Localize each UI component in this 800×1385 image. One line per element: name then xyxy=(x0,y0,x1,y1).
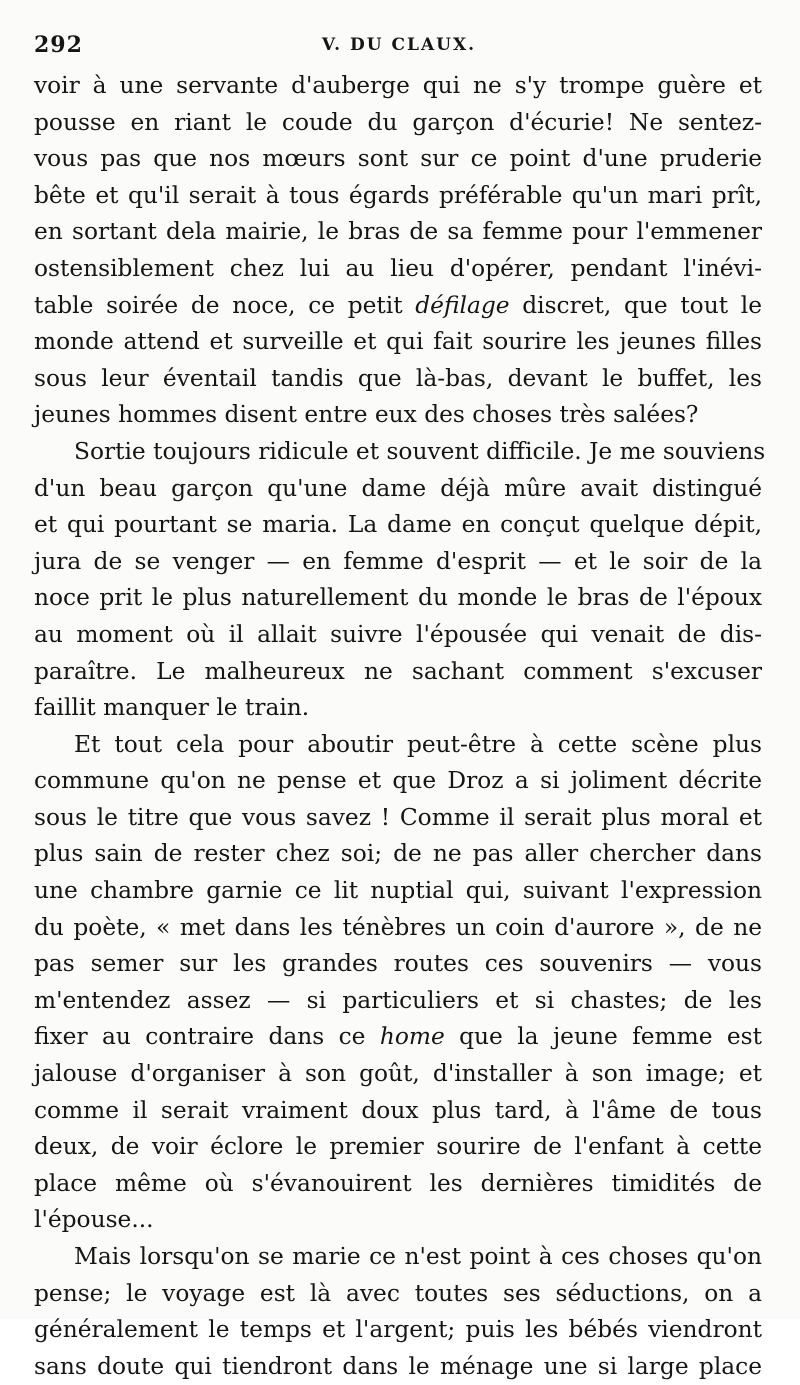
text-line: Mais lorsqu'on se marie ce n'est point à ces choses qu'on xyxy=(74,1243,762,1270)
text-line: place même où s'évanouirent les dernières timidités de xyxy=(34,1169,762,1197)
italic-word: défilage xyxy=(415,291,510,319)
text-line: en sortant dela mairie, le bras de sa femme pour l'emmener xyxy=(34,218,762,246)
text-line: m'entendez assez — si particuliers et si chastes; de les xyxy=(34,986,762,1014)
text-line: jalouse d'organiser à son goût, d'installer à son image; et xyxy=(34,1060,762,1088)
text-line: généralement le temps et l'argent; puis les bébés viendront xyxy=(34,1316,762,1344)
italic-word: home xyxy=(379,1023,445,1051)
text-line: voir à une servante d'auberge qui ne s'y trompe guère et xyxy=(34,72,762,99)
text-line: pas semer sur les grandes routes ces souvenirs — vous xyxy=(34,950,762,978)
text-line: l'épouse... xyxy=(34,1206,154,1234)
text-line: d'un beau garçon qu'une dame déjà mûre avait distingué xyxy=(34,474,762,502)
text-line: et qui pourtant se maria. La dame en conçut quelque dépit, xyxy=(34,511,762,539)
text-line: jeunes hommes disent entre eux des choses très salées? xyxy=(34,401,699,429)
text-segment: discret, que tout le xyxy=(509,291,762,319)
text-line: plus sain de rester chez soi; de ne pas aller chercher dans xyxy=(34,840,762,868)
text-line: pousse en riant le coude du garçon d'écurie! Ne sentez- xyxy=(34,108,762,136)
page-number: 292 xyxy=(34,32,83,58)
text-line: pense; le voyage est là avec toutes ses séductions, on a xyxy=(34,1279,762,1307)
text-line: faillit manquer le train. xyxy=(34,694,310,722)
text-line: jura de se venger — en femme d'esprit — et le soir de la xyxy=(34,547,762,575)
text-line: du poète, « met dans les ténèbres un coin d'aurore », de ne xyxy=(34,913,762,941)
body-text xyxy=(34,68,766,1385)
text-segment: table soirée de noce, ce petit xyxy=(34,291,403,319)
text-line xyxy=(34,288,762,325)
text-line: sous le titre que vous savez ! Comme il serait plus moral et xyxy=(34,803,762,831)
text-line: une chambre garnie ce lit nuptial qui, suivant l'expression xyxy=(34,877,762,905)
text-line: deux, de voir éclore le premier sourire de l'enfant à cette xyxy=(34,1133,762,1161)
text-line xyxy=(34,1019,762,1056)
text-line: comme il serait vraiment doux plus tard, à l'âme de tous xyxy=(34,1096,762,1124)
text-line: sous leur éventail tandis que là-bas, devant le buffet, les xyxy=(34,364,762,392)
text-line: commune qu'on ne pense et que Droz a si joliment décrite xyxy=(34,767,762,795)
text-line: au moment où il allait suivre l'épousée qui venait de dis- xyxy=(34,620,762,648)
text-line: paraître. Le malheureux ne sachant comment s'excuser xyxy=(34,657,762,685)
text-line: Sortie toujours ridicule et souvent difficile. Je me souviens xyxy=(74,437,766,465)
text-line: sans doute qui tiendront dans le ménage une si large place xyxy=(34,1352,762,1380)
running-head xyxy=(34,30,764,60)
text-line: vous pas que nos mœurs sont sur ce point d'une pruderie xyxy=(34,145,762,173)
text-segment: que la jeune femme est xyxy=(444,1023,762,1051)
text-line: Et tout cela pour aboutir peut-être à cette scène plus xyxy=(74,730,762,758)
running-title: V. DU CLAUX. xyxy=(321,35,477,55)
text-line: monde attend et surveille et qui fait sourire les jeunes filles xyxy=(34,328,762,356)
text-line: noce prit le plus naturellement du monde le bras de l'époux xyxy=(34,584,762,612)
text-line: ostensiblement chez lui au lieu d'opérer, pendant l'inévi- xyxy=(34,254,762,282)
text-segment: fixer au contraire dans ce xyxy=(34,1023,366,1051)
text-line: bête et qu'il serait à tous égards préférable qu'un mari prît, xyxy=(34,181,762,209)
